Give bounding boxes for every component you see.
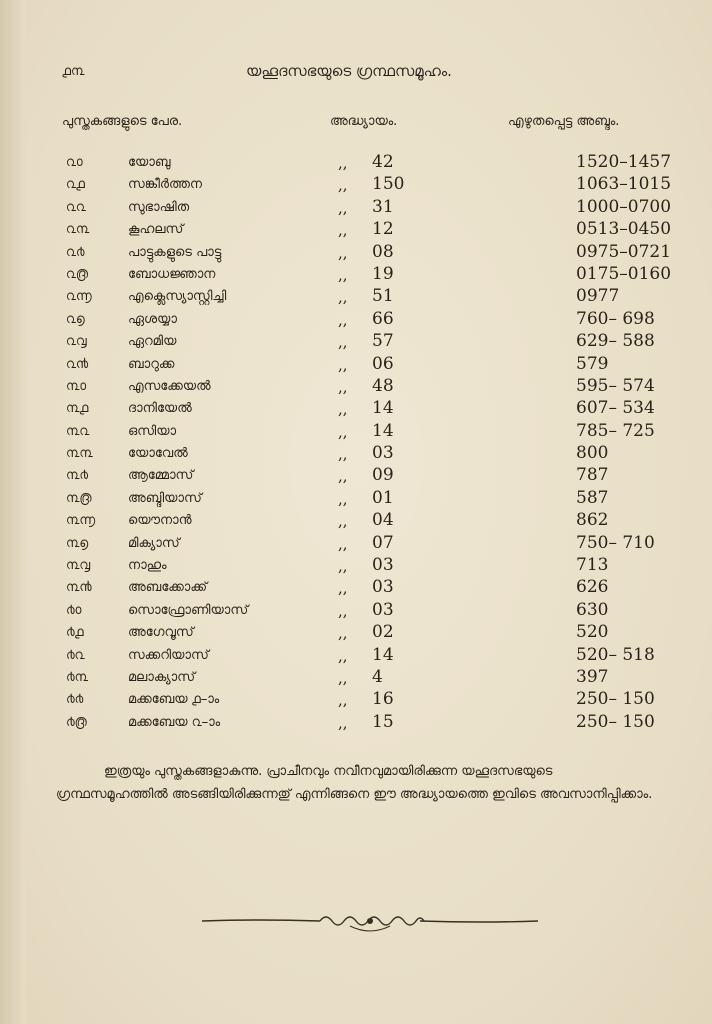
chapter-count: 42 [372, 152, 394, 172]
year-range: 607– 534 [576, 398, 655, 419]
ditto-mark: ,, [338, 310, 348, 329]
table-row [0, 488, 712, 510]
ditto-mark: ,, [338, 445, 348, 464]
chapter-count: 08 [372, 241, 394, 262]
table-row [0, 197, 712, 219]
row-number: ൩൫ [66, 490, 92, 506]
ditto-mark: ,, [338, 467, 348, 486]
book-name: കൂഹലസ് [128, 222, 184, 238]
bleed-through-text [40, 936, 540, 1006]
chapter-count: 12 [372, 219, 394, 240]
year-range: 626 [576, 577, 609, 598]
row-number: ൩൮ [66, 558, 91, 574]
ditto-mark: ,, [338, 713, 348, 732]
table-row [0, 712, 712, 734]
chapter-count: 31 [372, 196, 394, 217]
chapter-count: 14 [372, 420, 394, 441]
table-row [0, 286, 712, 308]
chapter-count: 19 [372, 263, 394, 284]
book-name: ദാനിയേൽ [128, 401, 192, 417]
bleed-line [40, 936, 540, 958]
table-row [0, 645, 712, 667]
row-number: ൩൭ [66, 535, 89, 551]
row-number: ൨൬ [66, 289, 92, 305]
year-range: 750– 710 [576, 532, 655, 553]
ditto-mark: ,, [338, 579, 348, 598]
chapter-count: 09 [372, 465, 394, 486]
table-row [0, 242, 712, 264]
ditto-mark: ,, [338, 265, 348, 284]
ditto-mark: ,, [338, 691, 348, 710]
row-number: ൨൭ [66, 311, 85, 327]
bleed-line [40, 980, 540, 1002]
book-name: മക്കബേയ ൧–ാം [128, 692, 220, 708]
year-range: 250– 150 [576, 689, 655, 710]
year-range: 0975–0721 [576, 241, 672, 262]
ditto-mark: ,, [338, 400, 348, 419]
year-range: 760– 698 [576, 308, 655, 329]
page-title: യഹൂദസഭയുടെ ഗ്രന്ഥസമൂഹം. [246, 62, 452, 80]
year-range: 800 [576, 443, 609, 464]
year-range: 595– 574 [576, 375, 655, 396]
chapter-count: 06 [372, 353, 394, 374]
chapter-count: 02 [372, 622, 394, 643]
book-name: മിക്യാസ് [128, 535, 180, 551]
table-row [0, 309, 712, 331]
table-row [0, 354, 712, 376]
chapter-count: 66 [372, 308, 394, 329]
ditto-mark: ,, [338, 176, 348, 195]
row-number: ൨൫ [66, 266, 89, 282]
chapter-count: 03 [372, 555, 394, 576]
book-name: യോവേൽ [128, 446, 188, 462]
year-range: 862 [576, 510, 609, 531]
book-name: പാട്ടുകളുടെ പാട്ടു [128, 244, 222, 260]
year-range: 629– 588 [576, 331, 655, 352]
year-range: 1063–1015 [576, 174, 672, 195]
row-number: ൩൬ [66, 513, 96, 529]
chapter-count: 48 [372, 375, 394, 396]
book-name: എക്ലെസ്യാസ്റ്റിച്ചി [128, 289, 227, 305]
table-row [0, 465, 712, 487]
book-name: അബക്കോക്ക് [128, 580, 208, 596]
row-number: ൩൦ [66, 378, 87, 394]
table-row [0, 443, 712, 465]
table-row [0, 622, 712, 644]
book-name: ബോധജ്ഞാന [128, 266, 216, 282]
year-range: 250– 150 [576, 711, 655, 732]
book-name: ബാറുക്ക [128, 356, 175, 372]
ditto-mark: ,, [338, 355, 348, 374]
row-number: ൪൧ [66, 625, 84, 641]
table-row [0, 555, 712, 577]
row-number: ൨൯ [66, 356, 89, 372]
row-number: ൨൮ [66, 334, 87, 350]
ditto-mark: ,, [338, 624, 348, 643]
ditto-mark: ,, [338, 198, 348, 217]
book-name: അഗേവൂസ് [128, 625, 194, 641]
ditto-mark: ,, [338, 557, 348, 576]
book-name: സക്കറിയാസ് [128, 647, 209, 663]
row-number: ൪൨ [66, 647, 85, 663]
table-row [0, 667, 712, 689]
table-row [0, 533, 712, 555]
bleed-line [40, 958, 540, 980]
year-range: 520– 518 [576, 644, 655, 665]
book-name: സുഭാഷിത [128, 199, 190, 215]
year-range: 0513–0450 [576, 219, 672, 240]
column-header-chapters: അദ്ധ്യായം. [330, 114, 398, 129]
table-row [0, 264, 712, 286]
ditto-mark: ,, [338, 221, 348, 240]
ditto-mark: ,, [338, 377, 348, 396]
book-name: സങ്കീർത്തന [128, 177, 202, 193]
table-row [0, 376, 712, 398]
year-range: 1000–0700 [576, 196, 672, 217]
chapter-count: 14 [372, 398, 394, 419]
year-range: 0175–0160 [576, 263, 672, 284]
ditto-mark: ,, [338, 154, 348, 172]
year-range: 1520–1457 [576, 152, 672, 172]
row-number: ൪൫ [66, 714, 87, 730]
year-range: 785– 725 [576, 420, 655, 441]
column-header-year: എഴുതപ്പെട്ട അബ്ദം. [508, 114, 620, 129]
ditto-mark: ,, [338, 422, 348, 441]
ditto-mark: ,, [338, 512, 348, 531]
chapter-count: 150 [372, 174, 405, 195]
table-row [0, 174, 712, 196]
chapter-count: 16 [372, 689, 394, 710]
book-name: അബ്ദിയാസ് [128, 490, 202, 506]
table-row [0, 219, 712, 241]
table-row [0, 689, 712, 711]
chapter-count: 07 [372, 532, 394, 553]
book-name: മലാക്യാസ് [128, 669, 196, 685]
year-range: 787 [576, 465, 609, 486]
row-number: ൨൩ [66, 222, 90, 238]
year-range: 587 [576, 487, 609, 508]
row-number: ൩൨ [66, 423, 90, 439]
row-number: ൩൪ [66, 468, 89, 484]
book-name: മക്കബേയ ൨–ാം [128, 714, 221, 730]
chapter-count: 14 [372, 644, 394, 665]
chapter-count: 51 [372, 286, 394, 307]
row-number: ൩൧ [66, 401, 89, 417]
closing-paragraph: ഇത്രയും പുസ്തകങ്ങളാകുന്നു. പ്രാചീനവും നവീനവുമായിരിക്കുന്ന യഹൂദസഭയുടെ ഗ്രന്ഥസമൂഹത്തിൽ അടങ്ങിയിരിക്കുന്നതു് എന്നിങ്ങനെ ഈ അദ്ധ്യായത്തെ ഇവിടെ അവസാനിപ്പിക്കാം. [56, 764, 653, 802]
year-range: 0977 [576, 286, 620, 307]
table-row [0, 577, 712, 599]
chapter-count: 15 [372, 711, 394, 732]
table-row [0, 600, 712, 622]
chapter-count: 03 [372, 443, 394, 464]
chapter-count: 03 [372, 599, 394, 620]
year-range: 579 [576, 353, 609, 374]
row-number: ൪൩ [66, 669, 89, 685]
ditto-mark: ,, [338, 489, 348, 508]
row-number: ൩൯ [66, 580, 92, 596]
row-number: ൪൦ [66, 602, 82, 618]
row-number: ൪൪ [66, 692, 84, 708]
book-name: എസക്കേയൽ [128, 378, 211, 394]
chapter-count: 01 [372, 487, 394, 508]
year-range: 713 [576, 555, 609, 576]
book-name: ഏറമിയ [128, 334, 177, 350]
ditto-mark: ,, [338, 243, 348, 262]
chapter-count: 57 [372, 331, 394, 352]
ditto-mark: ,, [338, 646, 348, 665]
book-name: നാഹും [128, 558, 167, 574]
book-table [0, 152, 712, 734]
chapter-count: 03 [372, 577, 394, 598]
row-number: ൨൧ [66, 177, 85, 193]
book-name: ഒസിയാ [128, 423, 177, 439]
book-name: ആമ്മോസ് [128, 468, 194, 484]
ditto-mark: ,, [338, 333, 348, 352]
row-number: ൩൩ [66, 446, 93, 462]
year-range: 397 [576, 666, 609, 687]
ornament-divider-icon [200, 906, 540, 936]
book-name: സൊഫ്രോണിയാസ് [128, 602, 249, 618]
ditto-mark: ,, [338, 534, 348, 553]
ditto-mark: ,, [338, 288, 348, 307]
year-range: 630 [576, 599, 609, 620]
table-row [0, 510, 712, 532]
table-row [0, 331, 712, 353]
ditto-mark: ,, [338, 668, 348, 687]
ditto-mark: ,, [338, 601, 348, 620]
column-header-book: പുസ്തകങ്ങളുടെ പേര. [62, 114, 183, 129]
book-name: യൌനാൻ [128, 513, 192, 529]
table-row [0, 398, 712, 420]
table-row [0, 152, 712, 174]
chapter-count: 4 [372, 666, 383, 687]
row-number: ൨൦ [66, 155, 83, 170]
book-name: ഏശയ്യാ [128, 311, 177, 327]
row-number: ൨൪ [66, 244, 85, 260]
book-name: യോബു [128, 155, 171, 170]
row-number: ൨൨ [66, 199, 86, 215]
year-range: 520 [576, 622, 609, 643]
chapter-count: 04 [372, 510, 394, 531]
table-row [0, 421, 712, 443]
page-number: ൧൩ [62, 64, 85, 79]
